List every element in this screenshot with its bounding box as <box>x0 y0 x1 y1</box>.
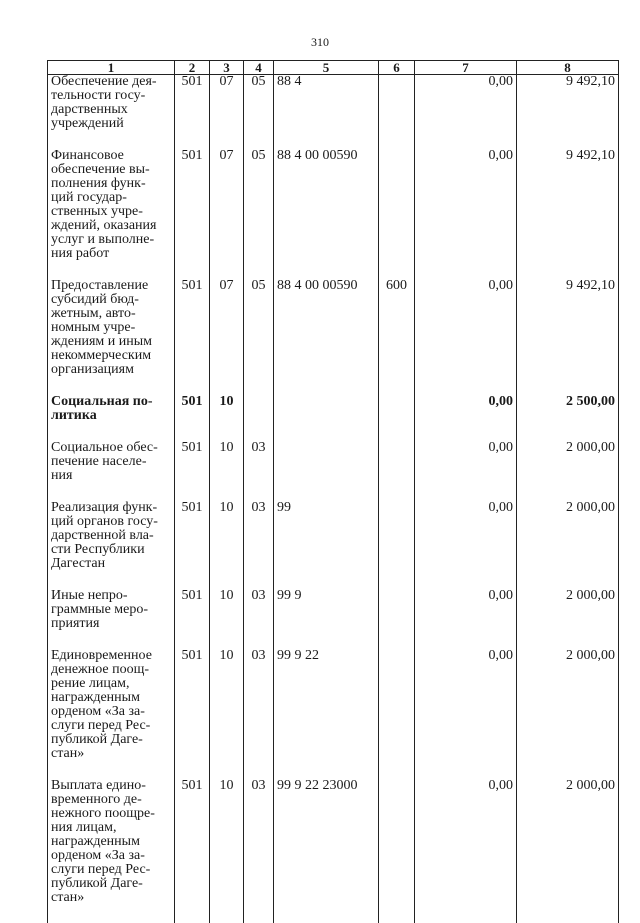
row-name: Предоставление субсидий бюд- жетным, авто- номным учре- ждениям и иным некоммерческим организациям <box>51 279 171 395</box>
cell-c3: 10 <box>210 649 244 779</box>
budget-table <box>47 60 619 923</box>
table-row <box>48 395 619 441</box>
cell-c7: 0,00 <box>415 441 517 501</box>
cell-c2: 501 <box>175 75 210 150</box>
row-name: Выплата едино- временного де- нежного поощре- ния лицам, награжденным орденом «За за- слуги перед Рес- публикой Даге- стан» <box>51 779 171 923</box>
table-row <box>48 149 619 279</box>
cell-c4: 03 <box>244 649 274 779</box>
column-header-7: 7 <box>415 61 517 75</box>
row-name-cell <box>48 75 175 150</box>
cell-c4: 05 <box>244 149 274 279</box>
cell-c4: 03 <box>244 441 274 501</box>
cell-c3: 10 <box>210 589 244 649</box>
cell-c6 <box>379 589 415 649</box>
cell-c3: 10 <box>210 779 244 923</box>
cell-c8: 9 492,10 <box>517 149 619 279</box>
cell-c7: 0,00 <box>415 149 517 279</box>
cell-c3: 10 <box>210 395 244 441</box>
table-row <box>48 75 619 150</box>
cell-c7: 0,00 <box>415 649 517 779</box>
cell-c4 <box>244 395 274 441</box>
cell-c7: 0,00 <box>415 779 517 923</box>
cell-c2: 501 <box>175 501 210 589</box>
row-name-cell <box>48 589 175 649</box>
cell-c6 <box>379 75 415 150</box>
row-name-cell <box>48 501 175 589</box>
table-row <box>48 441 619 501</box>
column-header-2: 2 <box>175 61 210 75</box>
column-header-8: 8 <box>517 61 619 75</box>
cell-c8: 2 000,00 <box>517 589 619 649</box>
table-header-row <box>48 61 619 75</box>
row-name-cell <box>48 149 175 279</box>
cell-c6 <box>379 779 415 923</box>
cell-c3: 10 <box>210 501 244 589</box>
cell-c6 <box>379 501 415 589</box>
cell-c5 <box>274 441 379 501</box>
table-row <box>48 589 619 649</box>
cell-c5: 88 4 00 00590 <box>274 149 379 279</box>
cell-c2: 501 <box>175 779 210 923</box>
column-header-1: 1 <box>48 61 175 75</box>
column-header-6: 6 <box>379 61 415 75</box>
cell-c5: 99 9 <box>274 589 379 649</box>
table-row <box>48 649 619 779</box>
cell-c7: 0,00 <box>415 279 517 395</box>
cell-c6 <box>379 149 415 279</box>
cell-c7: 0,00 <box>415 589 517 649</box>
cell-c8: 9 492,10 <box>517 75 619 150</box>
cell-c3: 10 <box>210 441 244 501</box>
cell-c6 <box>379 395 415 441</box>
cell-c4: 03 <box>244 501 274 589</box>
row-name-cell <box>48 395 175 441</box>
cell-c4: 03 <box>244 779 274 923</box>
cell-c8: 2 000,00 <box>517 779 619 923</box>
column-header-3: 3 <box>210 61 244 75</box>
row-name: Обеспечение дея- тельности госу- дарственных учреждений <box>51 75 171 149</box>
table-row <box>48 501 619 589</box>
cell-c5: 88 4 <box>274 75 379 150</box>
cell-c6 <box>379 649 415 779</box>
page-number: 310 <box>0 35 640 50</box>
cell-c4: 03 <box>244 589 274 649</box>
row-name: Финансовое обеспечение вы- полнения функ- ций государ- ственных учре- ждений, оказания услуг и выполне- ния работ <box>51 149 171 279</box>
cell-c3: 07 <box>210 149 244 279</box>
cell-c5 <box>274 395 379 441</box>
cell-c6: 600 <box>379 279 415 395</box>
cell-c5: 99 9 22 23000 <box>274 779 379 923</box>
cell-c7: 0,00 <box>415 501 517 589</box>
cell-c8: 2 000,00 <box>517 501 619 589</box>
row-name: Социальное обес- печение населе- ния <box>51 441 171 501</box>
cell-c8: 9 492,10 <box>517 279 619 395</box>
cell-c2: 501 <box>175 441 210 501</box>
cell-c8: 2 000,00 <box>517 441 619 501</box>
row-name-cell <box>48 279 175 395</box>
cell-c5: 88 4 00 00590 <box>274 279 379 395</box>
cell-c5: 99 9 22 <box>274 649 379 779</box>
cell-c2: 501 <box>175 649 210 779</box>
cell-c2: 501 <box>175 395 210 441</box>
column-header-4: 4 <box>244 61 274 75</box>
row-name-cell <box>48 649 175 779</box>
row-name-cell <box>48 779 175 923</box>
cell-c3: 07 <box>210 279 244 395</box>
cell-c4: 05 <box>244 279 274 395</box>
cell-c3: 07 <box>210 75 244 150</box>
cell-c5: 99 <box>274 501 379 589</box>
cell-c2: 501 <box>175 589 210 649</box>
row-name: Единовременное денежное поощ- рение лицам, награжденным орденом «За за- слуги перед Рес- публикой Даге- стан» <box>51 649 171 779</box>
cell-c2: 501 <box>175 149 210 279</box>
cell-c2: 501 <box>175 279 210 395</box>
table-row <box>48 279 619 395</box>
row-name: Иные непро- граммные меро- приятия <box>51 589 171 649</box>
row-name-cell <box>48 441 175 501</box>
cell-c8: 2 500,00 <box>517 395 619 441</box>
column-header-5: 5 <box>274 61 379 75</box>
cell-c8: 2 000,00 <box>517 649 619 779</box>
cell-c7: 0,00 <box>415 395 517 441</box>
cell-c7: 0,00 <box>415 75 517 150</box>
cell-c4: 05 <box>244 75 274 150</box>
table-body <box>48 75 619 923</box>
row-name: Реализация функ- ций органов госу- дарственной вла- сти Республики Дагестан <box>51 501 171 589</box>
cell-c6 <box>379 441 415 501</box>
table-row <box>48 779 619 923</box>
row-name: Социальная по- литика <box>51 395 171 441</box>
